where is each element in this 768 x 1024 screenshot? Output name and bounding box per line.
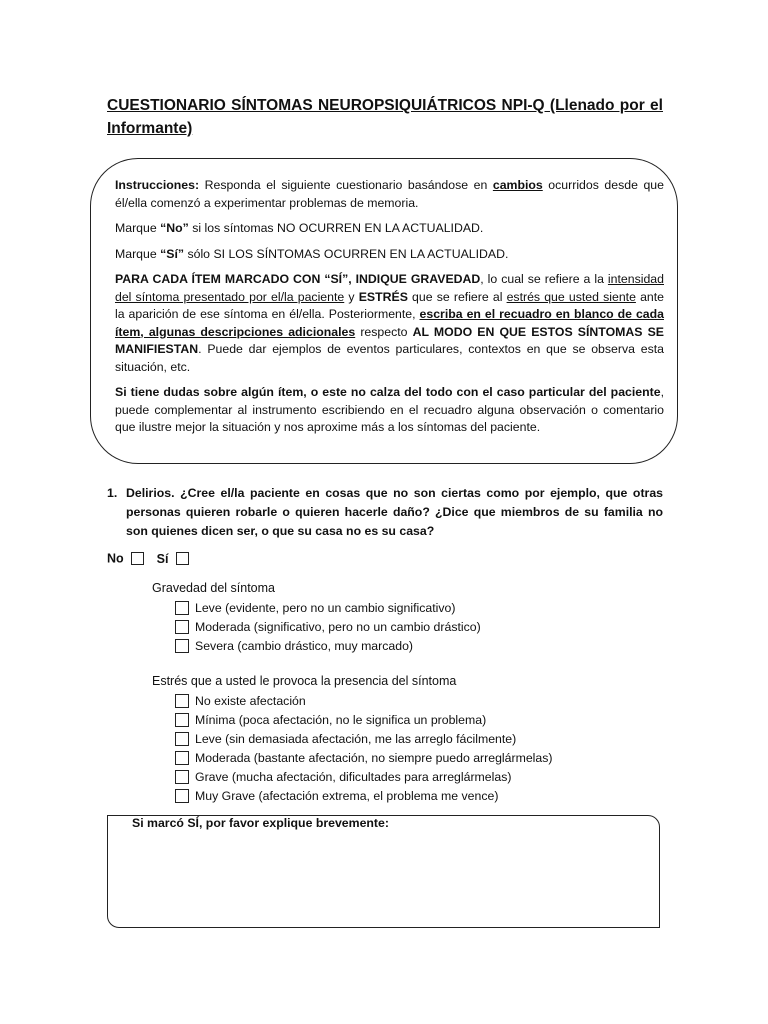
instructions-paragraph-5 bbox=[115, 384, 664, 437]
severity-label: Gravedad del síntoma bbox=[152, 581, 275, 595]
instructions-label: Instrucciones: bbox=[115, 178, 200, 192]
instructions-paragraph-1 bbox=[115, 177, 664, 212]
option-label: Leve (sin demasiada afectación, me las arreglo fácilmente) bbox=[195, 731, 517, 746]
document-title: CUESTIONARIO SÍNTOMAS NEUROPSIQUIÁTRICOS NPI-Q (Llenado por el Informante) bbox=[107, 97, 663, 137]
text-span: Marque bbox=[115, 246, 161, 261]
text-span: . Puede dar ejemplos de eventos particulares, contextos en que se observa esta situación, etc. bbox=[115, 342, 664, 374]
stress-checkbox[interactable] bbox=[175, 751, 189, 765]
stress-option bbox=[175, 748, 553, 767]
text-span: estrés que usted siente bbox=[506, 289, 636, 304]
stress-checkbox[interactable] bbox=[175, 770, 189, 784]
text-span: escriba en el recuadro en blanco de cada ítem, algunas descripciones adicionales bbox=[115, 307, 664, 339]
option-label: Leve (evidente, pero no un cambio significativo) bbox=[195, 600, 456, 615]
text-span: Si tiene dudas sobre algún ítem, o este no calza del todo con el caso particular del paciente bbox=[115, 385, 661, 399]
question-number: 1. bbox=[107, 486, 118, 500]
text-span: , lo cual se refiere a la bbox=[480, 272, 608, 286]
severity-checkbox[interactable] bbox=[175, 620, 189, 634]
text-span: si los síntomas NO OCURREN EN LA ACTUALIDAD. bbox=[188, 221, 484, 235]
explanation-label: Si marcó SÍ, por favor explique brevemente: bbox=[132, 816, 389, 830]
text-span: que se refiere al bbox=[407, 289, 507, 304]
text-span: sólo SI LOS SÍNTOMAS OCURREN EN LA ACTUALIDAD. bbox=[184, 246, 509, 261]
stress-label: Estrés que a usted le provoca la presencia del síntoma bbox=[152, 674, 457, 688]
text-span: intensidad del síntoma presentado por el/la paciente bbox=[115, 272, 664, 304]
stress-option bbox=[175, 786, 553, 805]
yes-no-row bbox=[107, 551, 189, 566]
stress-option bbox=[175, 729, 553, 748]
text-span: Marque bbox=[115, 221, 161, 235]
option-label: Severa (cambio drástico, muy marcado) bbox=[195, 638, 414, 653]
text-span: PARA CADA ÍTEM MARCADO CON “SÍ”, INDIQUE GRAVEDAD bbox=[115, 272, 481, 286]
severity-checkbox[interactable] bbox=[175, 639, 189, 653]
text-span: ESTRÉS bbox=[358, 289, 408, 304]
text-span: AL MODO EN QUE ESTOS SÍNTOMAS SE MANIFIESTAN bbox=[115, 324, 664, 356]
instructions-paragraph-4 bbox=[115, 271, 664, 376]
text-span: “No” bbox=[160, 221, 189, 235]
instructions-text bbox=[115, 177, 664, 445]
stress-checkbox[interactable] bbox=[175, 732, 189, 746]
text-span: respecto bbox=[355, 324, 413, 339]
severity-checkbox[interactable] bbox=[175, 601, 189, 615]
option-label: No existe afectación bbox=[195, 693, 306, 708]
explanation-textbox[interactable] bbox=[107, 815, 660, 928]
text-span: , puede complementar al instrumento escribiendo en el recuadro alguna observación o comentario que ilustre mejor la situación y nos aproxime más a los síntomas del paciente. bbox=[115, 385, 664, 434]
option-label: Moderada (bastante afectación, no siempre puedo arreglármelas) bbox=[195, 750, 553, 765]
no-checkbox[interactable] bbox=[131, 552, 144, 565]
text-span: ocurridos desde que él/ella comenzó a experimentar problemas de memoria. bbox=[115, 178, 664, 210]
option-label: Muy Grave (afectación extrema, el problema me vence) bbox=[195, 788, 499, 803]
stress-option bbox=[175, 767, 553, 786]
instructions-paragraph-3 bbox=[115, 246, 664, 264]
stress-option bbox=[175, 691, 553, 710]
stress-checkbox[interactable] bbox=[175, 789, 189, 803]
no-label: No bbox=[107, 551, 124, 566]
option-label: Moderada (significativo, pero no un cambio drástico) bbox=[195, 619, 481, 634]
question-text: Delirios. ¿Cree el/la paciente en cosas que no son ciertas como por ejemplo, que otras personas quieren robarle o quieren hacerle daño? ¿Dice que miembros de su familia no son quienes dicen ser, o que su casa no es su casa? bbox=[126, 486, 663, 538]
severity-option bbox=[175, 598, 481, 617]
text-span: “Sí” bbox=[160, 246, 185, 261]
question-1 bbox=[107, 484, 663, 541]
severity-option bbox=[175, 617, 481, 636]
severity-options bbox=[175, 598, 481, 655]
text-span: Responda el siguiente cuestionario basándose en bbox=[199, 178, 493, 192]
severity-option bbox=[175, 636, 481, 655]
instructions-paragraph-2 bbox=[115, 220, 664, 238]
option-label: Mínima (poca afectación, no le significa un problema) bbox=[195, 712, 487, 727]
stress-option bbox=[175, 710, 553, 729]
text-span: ante la aparición de ese síntoma en él/ella. Posteriormente, bbox=[115, 289, 665, 321]
option-label: Grave (mucha afectación, dificultades para arreglármelas) bbox=[195, 769, 512, 784]
yes-label: Sí bbox=[156, 551, 169, 566]
stress-checkbox[interactable] bbox=[175, 694, 189, 708]
text-span: cambios bbox=[492, 178, 543, 192]
stress-options bbox=[175, 691, 553, 805]
text-span: y bbox=[344, 289, 359, 304]
yes-checkbox[interactable] bbox=[176, 552, 189, 565]
stress-checkbox[interactable] bbox=[175, 713, 189, 727]
